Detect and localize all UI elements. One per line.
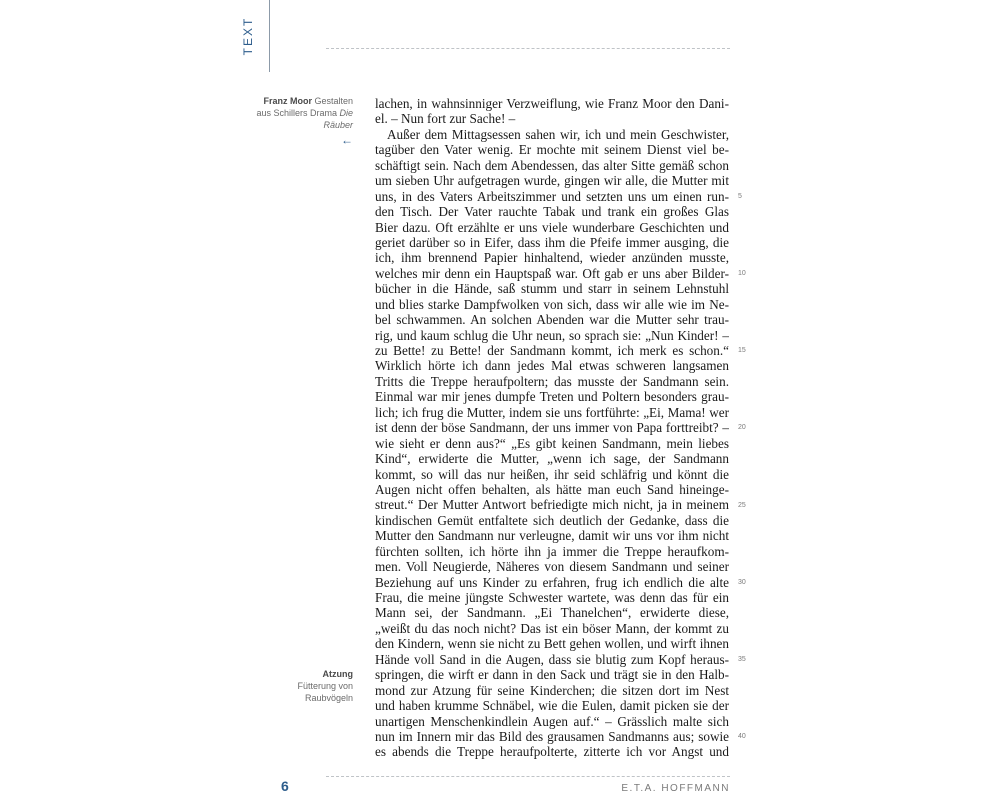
text-line: Beziehung auf uns Kinder zu erfahren, frug ich endlich die alte [375,574,729,590]
text-line: unartigen Menschenkindlein Augen auf.“ – Grässlich malte sich [375,713,729,729]
text-line: Kind“, erwiderte die Mutter, „wenn ich sage, der Sandmann [375,451,729,467]
text-line: men. Voll Neugierde, Näheres von diesem Sandmann und seiner [375,559,729,575]
text-line: ich, ihm brennend Papier hinhaltend, wieder anzünden musste, [375,250,729,266]
line-number: 25 [738,501,746,509]
gloss-definition: Gestalten aus Schillers Drama [256,96,353,118]
text-line: springen, die wirft er dann in den Sack und trägt sie in den Halb- [375,667,729,683]
text-line: tagüber den Vater wenig. Er mochte mit seinem Dienst viel be- [375,142,729,158]
text-line: Wirklich hörte ich dann jedes Mal etwas schweren langsamen [375,358,729,374]
text-line: und haben krumme Schnäbel, wie die Eulen, damit picken sie der [375,698,729,714]
text-line: Augen nicht offen behalten, als hätte man euch Sand hineinge- [375,481,729,497]
page-number: 6 [281,778,289,794]
line-number: 40 [738,733,746,741]
text-line: ist denn der böse Sandmann, der uns immer von Papa forttreibt? – [375,420,729,436]
text-line: wie sieht er denn aus?“ „Es gibt keinen Sandmann, mein liebes [375,435,729,451]
margin-gloss-atzung [253,668,353,704]
text-line: es abends die Treppe heraufpolterte, zitterte ich vor Angst und [375,744,729,760]
line-number: 10 [738,269,746,277]
text-line: Hände voll Sand in die Augen, dass sie blutig zum Kopf heraus- [375,651,729,667]
text-line: Mutter den Sandmann nur verleugne, damit wir uns vor ihm nicht [375,528,729,544]
text-line: bücher in die Hände, saß stumm und starr in seinem Lehnstuhl [375,281,729,297]
text-line: rig, und kaum schlug die Uhr neun, so sprach sie: „Nun Kinder! – [375,327,729,343]
text-line: den Kindern, wenn sie nicht zu Bett gehen wollen, und wirft ihnen [375,636,729,652]
gloss-definition: Fütterung von Raubvögeln [297,681,353,703]
body-text [375,96,729,760]
text-line: Bier dazu. Oft erzählte er uns viele wunderbare Geschichten und [375,219,729,235]
running-author: E.T.A. HOFFMANN [621,783,730,794]
section-tab: TEXT [241,16,255,56]
footer-dashed-rule [326,776,730,777]
text-line: nun im Innern mir das Bild des grausamen Sandmanns aus; sowie [375,728,729,744]
text-line: geriet darüber so in Eifer, dass ihm die Pfeife immer ausging, die [375,234,729,250]
text-line: streut.“ Der Mutter Antwort befriedigte mich nicht, ja in meinem [375,497,729,513]
text-line: den Tisch. Der Vater rauchte Tabak und trank ein großes Glas [375,204,729,220]
text-line: Außer dem Mittagsessen sahen wir, ich und mein Geschwister, [387,126,729,142]
text-line: lich; ich frug die Mutter, indem sie uns fortführte: „Ei, Mama! wer [375,404,729,420]
text-line: Mann sei, der Sandmann. „Ei Thanelchen“, erwiderte diese, [375,605,729,621]
text-line: fürchten sollten, ich hörte ihn ja immer die Treppe heraufkom- [375,543,729,559]
text-line: kommt, so will das nur heißen, ihr seid schläfrig und könnt die [375,466,729,482]
text-line: schäftigt sein. Nach dem Abendessen, das alter Sitte gemäß schon [375,157,729,173]
gloss-term: Atzung [322,669,353,679]
text-line: kindischen Gemüt entfaltete sich deutlich der Gedanke, dass die [375,512,729,528]
text-line: „weißt du das noch nicht? Das ist ein böser Mann, der kommt zu [375,620,729,636]
text-line: lachen, in wahnsinniger Verzweiflung, wie Franz Moor den Dani- [375,96,729,111]
text-line: uns, in des Vaters Arbeitszimmer und setzten uns um einen run- [375,188,729,204]
text-line: bel schwammen. An solchen Abenden war die Mutter sehr trau- [375,312,729,328]
text-line: welches mir denn ein Hauptspaß war. Oft gab er uns aber Bilder- [375,265,729,281]
line-number: 20 [738,424,746,432]
header-vertical-rule [269,0,270,72]
margin-gloss-franz-moor [253,95,353,146]
line-number: 35 [738,656,746,664]
text-line: Frau, die meine jüngste Schwester wartete, was denn das für ein [375,590,729,605]
gloss-definition-title: Die Räuber [323,108,353,130]
arrow-left-icon[interactable]: ← [341,133,353,147]
text-line: und blies starke Dampfwolken von sich, dass wir alle wie im Ne- [375,296,729,312]
text-line: Tritts die Treppe heraufpoltern; das musste der Sandmann sein. [375,373,729,389]
line-number: 5 [738,192,742,200]
text-line: um sieben Uhr aufgetragen wurde, gingen wir alle, die Mutter mit [375,173,729,189]
line-number: 15 [738,347,746,355]
gloss-term: Franz Moor [263,96,312,106]
text-line: mond zur Atzung für seine Kinderchen; die sitzen dort im Nest [375,682,729,698]
header-dashed-rule [326,48,730,49]
line-number: 30 [738,578,746,586]
text-line: zu Bette! zu Bette! der Sandmann kommt, ich merk es schon.“ [375,343,729,358]
text-line: Einmal war mir jenes dumpfe Treten und Poltern besonders grau- [375,389,729,405]
text-line: el. – Nun fort zur Sache! – [375,111,516,127]
